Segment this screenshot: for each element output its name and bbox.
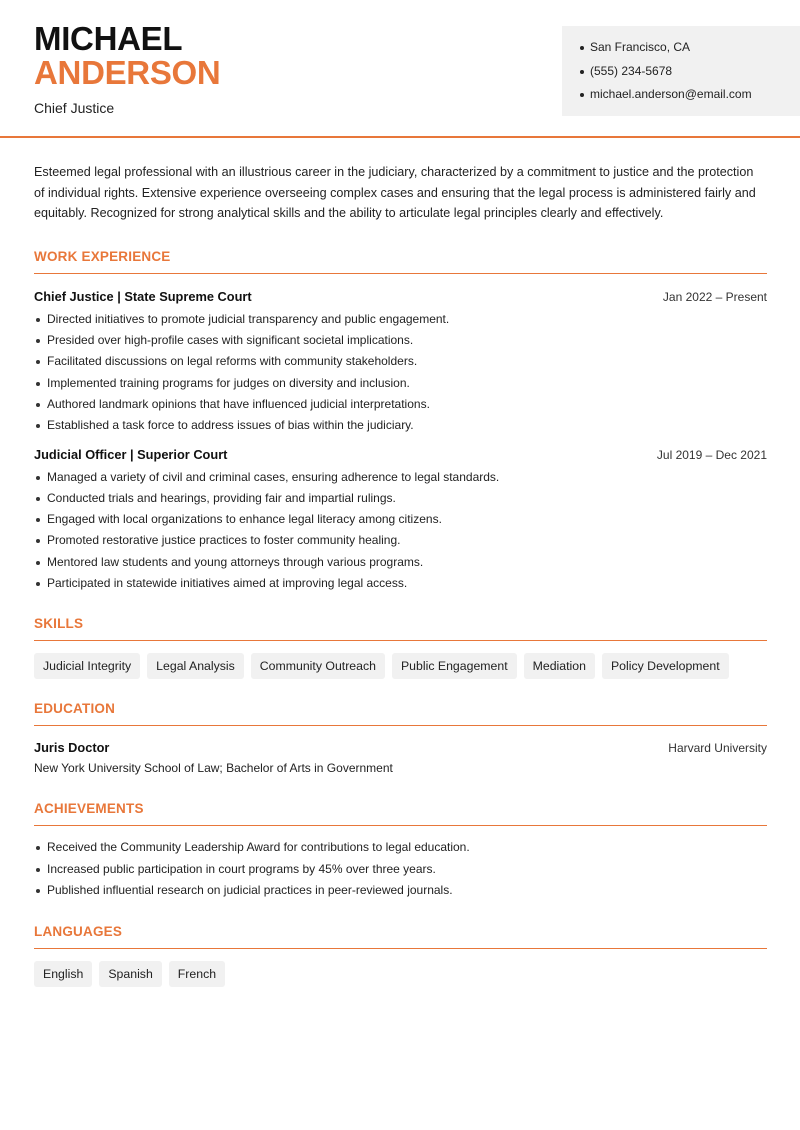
summary: Esteemed legal professional with an illustrious career in the judiciary, characterized by a commitment to justice and the protection of individual rights. Extensive experience overseeing complex cases and ensuring that the legal process is administered fairly and equitably. Recognized for strong analytical skills and the ability to articulate legal principles clearly and effectively. <box>34 165 756 221</box>
job-entry <box>34 289 767 437</box>
education-section <box>34 701 767 775</box>
section-title-languages: LANGUAGES <box>34 924 767 949</box>
skills-tags <box>34 653 767 679</box>
skills-section <box>34 616 767 679</box>
resume-header <box>0 0 800 138</box>
education-header <box>34 740 767 755</box>
languages-section <box>34 924 767 987</box>
language-tag: French <box>169 961 225 987</box>
job-bullets <box>34 467 767 595</box>
job-role: Chief Justice | State Supreme Court <box>34 288 252 304</box>
language-tag: Spanish <box>99 961 161 987</box>
contact-email <box>580 87 800 111</box>
email-text: michael.anderson@email.com <box>590 87 752 101</box>
skill-tag: Legal Analysis <box>147 653 244 679</box>
skill-tag: Policy Development <box>602 653 729 679</box>
list-item: Received the Community Leadership Award for contributions to legal education. <box>34 837 767 858</box>
list-item: Managed a variety of civil and criminal cases, ensuring adherence to legal standards. <box>34 467 767 488</box>
education-detail: New York University School of Law; Bachelor of Arts in Government <box>34 761 393 776</box>
list-item: Presided over high-profile cases with significant societal implications. <box>34 330 767 351</box>
section-title-education: EDUCATION <box>34 701 767 726</box>
list-item: Implemented training programs for judges on diversity and inclusion. <box>34 373 767 394</box>
list-item: Conducted trials and hearings, providing fair and impartial rulings. <box>34 488 767 509</box>
job-header <box>34 289 767 304</box>
language-tag: English <box>34 961 92 987</box>
section-title-achievements: ACHIEVEMENTS <box>34 801 767 826</box>
list-item: Authored landmark opinions that have influenced judicial interpretations. <box>34 394 767 415</box>
achievement-list <box>34 837 767 901</box>
achievements-section <box>34 801 767 901</box>
list-item: Increased public participation in court programs by 45% over three years. <box>34 859 767 880</box>
skill-tag: Mediation <box>524 653 595 679</box>
full-name <box>34 22 220 90</box>
job-bullets <box>34 309 767 437</box>
bullet-icon <box>580 93 584 97</box>
resume-body <box>34 162 767 987</box>
job-role: Judicial Officer | Superior Court <box>34 446 228 462</box>
work-experience-section <box>34 249 767 595</box>
list-item: Published influential research on judicial practices in peer-reviewed journals. <box>34 880 767 901</box>
job-dates: Jul 2019 – Dec 2021 <box>656 447 767 462</box>
job-header <box>34 447 767 462</box>
list-item: Directed initiatives to promote judicial transparency and public engagement. <box>34 309 767 330</box>
job-entry <box>34 447 767 595</box>
contact-phone <box>580 64 800 88</box>
section-title-work: WORK EXPERIENCE <box>34 249 767 274</box>
phone-text: (555) 234-5678 <box>590 63 673 78</box>
list-item: Engaged with local organizations to enhance legal literacy among citizens. <box>34 509 767 530</box>
skill-tag: Public Engagement <box>392 653 517 679</box>
job-dates: Jan 2022 – Present <box>662 289 767 304</box>
language-tags <box>34 961 767 987</box>
skill-tag: Judicial Integrity <box>34 653 140 679</box>
degree: Juris Doctor <box>34 740 110 756</box>
list-item: Mentored law students and young attorneys through various programs. <box>34 552 767 573</box>
location-text: San Francisco, CA <box>590 40 691 54</box>
list-item: Promoted restorative justice practices to foster community healing. <box>34 530 767 551</box>
contact-box <box>562 26 800 116</box>
list-item: Participated in statewide initiatives aimed at improving legal access. <box>34 573 767 594</box>
section-title-skills: SKILLS <box>34 616 767 641</box>
list-item: Facilitated discussions on legal reforms with community stakeholders. <box>34 351 767 372</box>
contact-location <box>580 40 800 64</box>
bullet-icon <box>580 70 584 74</box>
job-title: Chief Justice <box>34 100 115 116</box>
last-name: ANDERSON <box>34 54 221 91</box>
bullet-icon <box>580 46 584 50</box>
list-item: Established a task force to address issues of bias within the judiciary. <box>34 415 767 436</box>
skill-tag: Community Outreach <box>251 653 385 679</box>
school: Harvard University <box>668 741 767 756</box>
first-name: MICHAEL <box>34 20 183 57</box>
